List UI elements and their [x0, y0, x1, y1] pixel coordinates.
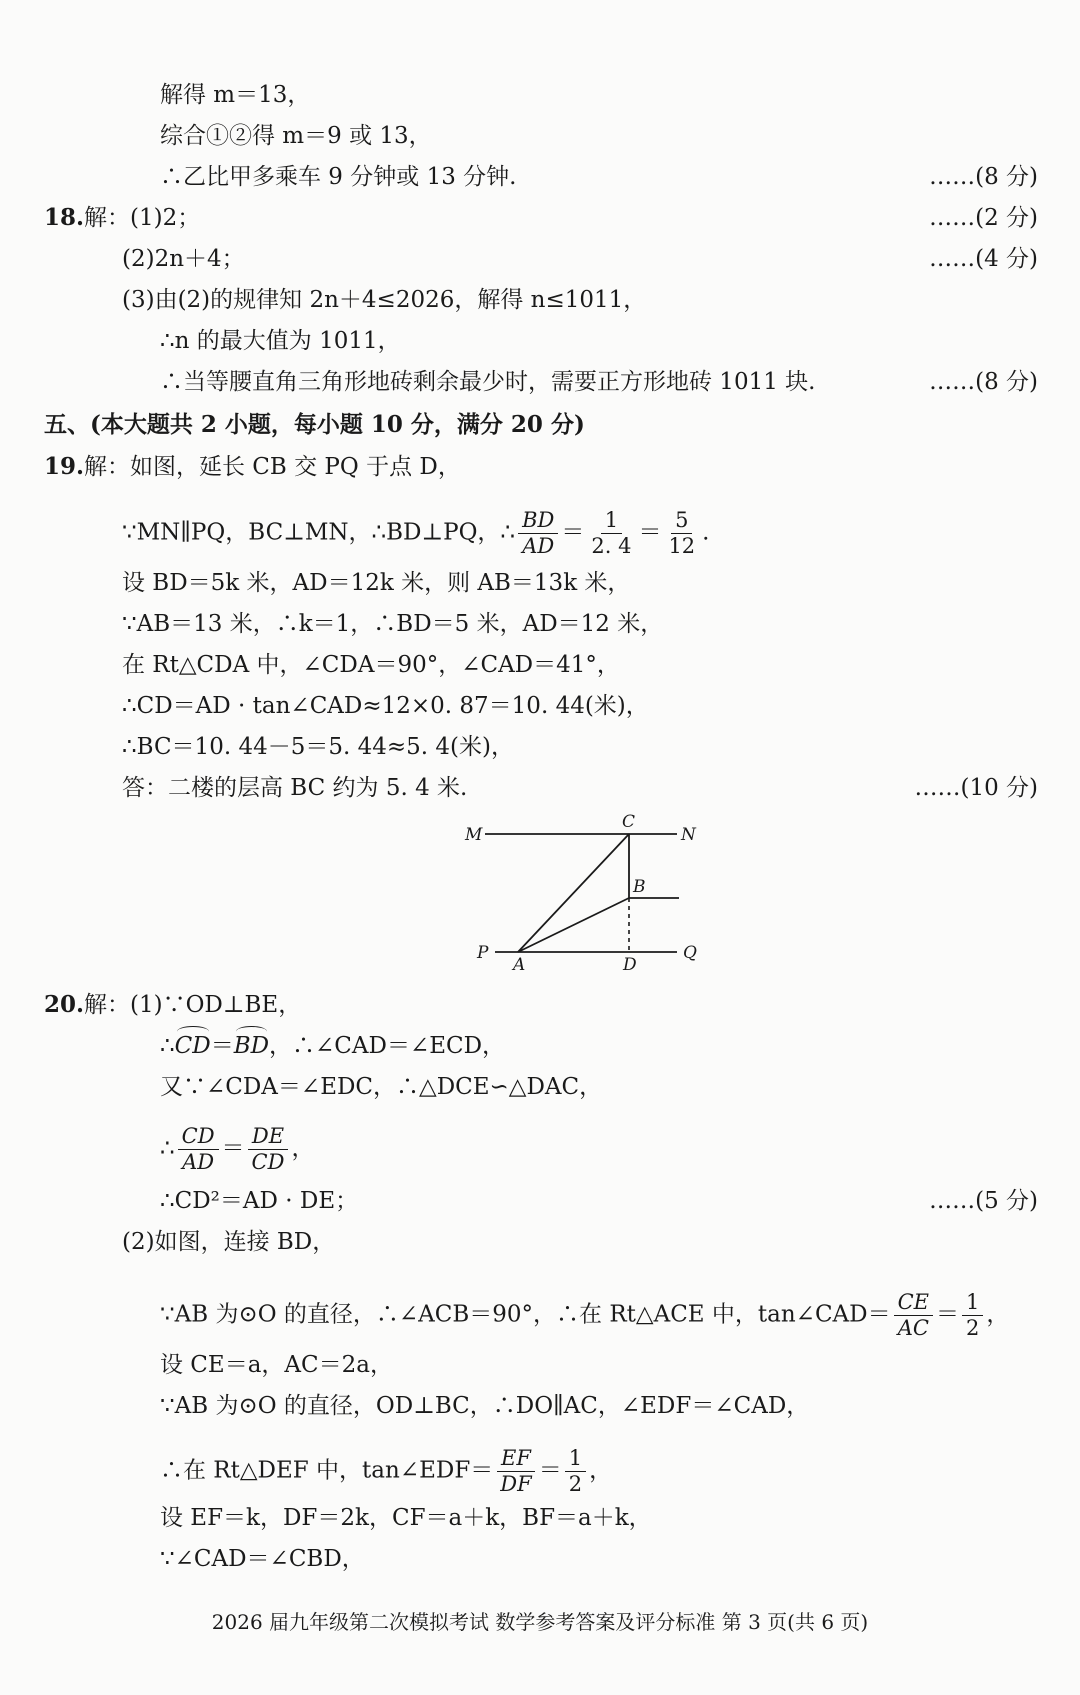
text-line: 设 CE＝a，AC＝2a，	[160, 1352, 393, 1378]
label-n: N	[681, 825, 696, 845]
equation-line: ∵MN∥PQ，BC⊥MN，∴BD⊥PQ，∴ $\frac{BD}{AD}$ ＝ $\frac{1}{2. 4}$ ＝ $\frac{5}{12}$ .	[122, 508, 710, 558]
page-footer: 2026 届九年级第二次模拟考试 数学参考答案及评分标准 第 3 页(共 6 页)	[211, 1610, 869, 1634]
text-line: 解：如图，延长 CB 交 PQ 于点 D，	[84, 454, 461, 480]
label-p: P	[477, 943, 489, 963]
score-mark: ……(2 分)	[929, 205, 1038, 231]
equation-line: ∵AB 为⊙O 的直径，∴∠ACB＝90°，∴在 Rt△ACE 中，tan∠CAD＝ $\frac{CE}{AC}$ ＝ $\frac{1}{2}$ ，	[160, 1290, 1010, 1340]
fraction: $\frac{EF}{DF}$	[496, 1446, 535, 1497]
score-mark: ……(8 分)	[929, 369, 1038, 395]
text-line: 设 EF＝k，DF＝2k，CF＝a＋k，BF＝a＋k，	[160, 1505, 652, 1531]
fraction: $\frac{CD}{AD}$	[178, 1124, 219, 1175]
question-number: 19.	[44, 453, 85, 480]
text-line: ∴n 的最大值为 1011，	[160, 328, 401, 354]
text-line: 解：(1)∵OD⊥BE，	[84, 992, 302, 1018]
equation-line: ∴ $\frac{CD}{AD}$ ＝ $\frac{DE}{CD}$ ，	[160, 1124, 315, 1174]
text-line: 解得 m＝13，	[160, 82, 311, 108]
text-line: ∴乙比甲多乘车 9 分钟或 13 分钟.	[160, 164, 517, 190]
equation-line: ∴CD＝BD，∴∠CAD＝∠ECD，	[160, 1033, 506, 1059]
label-a: A	[513, 955, 526, 972]
text-segment: ∵MN∥PQ，BC⊥MN，∴BD⊥PQ，∴	[122, 519, 516, 546]
score-mark: ……(10 分)	[914, 775, 1038, 801]
text-line: ∵AB＝13 米，∴k＝1，∴BD＝5 米，AD＝12 米，	[122, 611, 664, 637]
text-line: 综合①②得 m＝9 或 13，	[160, 123, 432, 149]
segment-ab	[518, 898, 629, 952]
label-b: B	[633, 877, 646, 897]
text-line: ∴CD²＝AD · DE；	[160, 1188, 359, 1214]
text-line: 设 BD＝5k 米，AD＝12k 米，则 AB＝13k 米，	[122, 570, 631, 596]
text-line: ∴CD＝AD · tan∠CAD≈12×0. 87＝10. 44(米)，	[122, 693, 649, 719]
label-m: M	[465, 825, 483, 845]
fraction: $\frac{5}{12}$	[668, 508, 696, 558]
text-line: 解：(1)2；	[84, 205, 201, 231]
text-line: (3)由(2)的规律知 2n＋4≤2026，解得 n≤1011，	[122, 287, 647, 313]
text-line: ∴BC＝10. 44－5＝5. 44≈5. 4(米)，	[122, 734, 514, 760]
fraction: $\frac{BD}{AD}$	[518, 508, 558, 559]
text-line: ∴当等腰直角三角形地砖剩余最少时，需要正方形地砖 1011 块.	[160, 369, 816, 395]
geometry-figure	[455, 812, 715, 972]
fraction: $\frac{1}{2}$	[565, 1446, 586, 1497]
question-number: 20.	[44, 991, 85, 1018]
fraction: $\frac{CE}{AC}$	[894, 1290, 933, 1341]
arc-cd: CD	[174, 1033, 211, 1059]
text-line: 答：二楼的层高 BC 约为 5. 4 米.	[122, 775, 468, 801]
score-mark: ……(8 分)	[929, 164, 1038, 190]
segment-ac	[518, 834, 629, 952]
fraction: $\frac{DE}{CD}$	[248, 1124, 289, 1175]
label-q: Q	[683, 943, 697, 963]
score-mark: ……(5 分)	[929, 1188, 1038, 1214]
arc-bd: BD	[233, 1033, 270, 1059]
equation-line: ∴在 Rt△DEF 中，tan∠EDF＝ $\frac{EF}{DF}$ ＝ $\frac{1}{2}$ ，	[160, 1446, 613, 1496]
label-c: C	[622, 812, 636, 832]
text-line: ∵AB 为⊙O 的直径，OD⊥BC，∴DO∥AC，∠EDF＝∠CAD，	[160, 1393, 810, 1419]
text-line: 在 Rt△CDA 中，∠CDA＝90°，∠CAD＝41°，	[122, 652, 620, 678]
text-line: 又∵∠CDA＝∠EDC，∴△DCE∽△DAC，	[160, 1074, 603, 1100]
score-mark: ……(4 分)	[929, 246, 1038, 272]
text-line: (2)如图，连接 BD，	[122, 1229, 336, 1255]
question-number: 18.	[44, 204, 85, 231]
label-d: D	[623, 955, 637, 972]
text-line: ∵∠CAD＝∠CBD，	[160, 1546, 365, 1572]
section-heading: 五、(本大题共 2 小题，每小题 10 分，满分 20 分)	[44, 411, 585, 438]
fraction: $\frac{1}{2. 4}$	[591, 508, 632, 558]
fraction: $\frac{1}{2}$	[962, 1290, 983, 1341]
text-line: (2)2n＋4；	[122, 246, 245, 272]
